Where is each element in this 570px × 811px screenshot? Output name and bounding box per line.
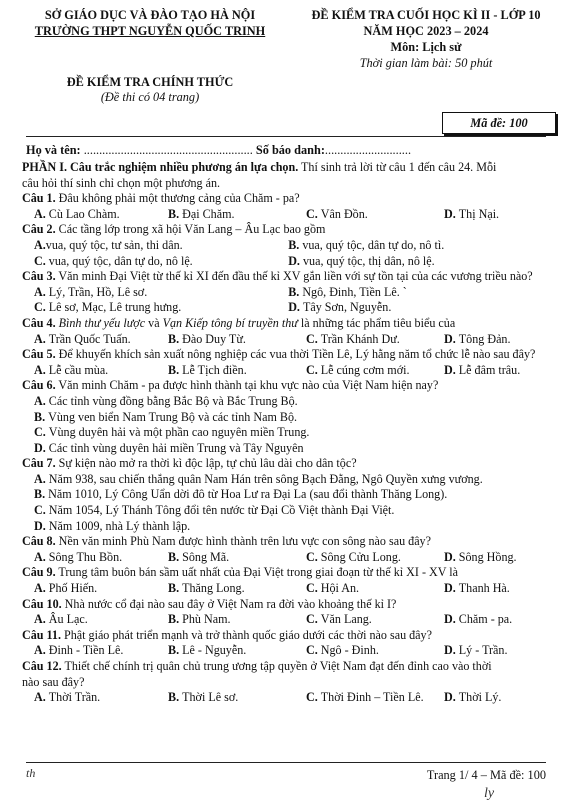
exam-title: ĐỀ KIỂM TRA CUỐI HỌC KÌ II - LỚP 10 <box>311 8 541 22</box>
option-a[interactable]: A. Phố Hiến. <box>34 581 98 596</box>
option-a[interactable]: A. Cù Lao Chàm. <box>34 206 120 221</box>
option-a[interactable]: A.vua, quý tộc, tư sản, thi dân. <box>34 237 183 252</box>
name-label: Họ và tên: <box>26 143 81 157</box>
option-a[interactable]: A. Thời Trần. <box>34 690 101 705</box>
option-a[interactable]: A. Các tỉnh vùng đồng bằng Bắc Bộ và Bắc Trung Bộ. <box>34 393 298 408</box>
book-title-1: Bình thư yếu lược <box>58 315 146 330</box>
divider-bottom <box>26 762 546 763</box>
official-label: ĐỀ KIỂM TRA CHÍNH THỨC <box>66 75 234 89</box>
school-name: TRƯỜNG THPT NGUYỄN QUỐC TRINH <box>34 24 266 38</box>
candidate-number-label: Số báo danh: <box>252 143 325 157</box>
option-d[interactable]: D. Thanh Hà. <box>444 581 510 596</box>
header-right <box>290 7 562 71</box>
option-a[interactable]: A. Lý, Trần, Hồ, Lê sơ. <box>34 284 148 299</box>
question-4-options <box>22 332 554 348</box>
option-b[interactable]: B. Lễ Tịch điền. <box>168 362 247 377</box>
question-6: Câu 6. Văn minh Chăm - pa được hình thành tại khu vực nào của Việt Nam hiện nay? <box>22 378 439 393</box>
school-year: NĂM HỌC 2023 – 2024 <box>363 24 489 38</box>
department-name: SỞ GIÁO DỤC VÀ ĐÀO TẠO HÀ NỘI <box>44 8 256 22</box>
option-d[interactable]: D. Tông Đản. <box>444 331 511 346</box>
option-a[interactable]: A. Sông Thu Bồn. <box>34 549 123 564</box>
header-left <box>10 7 290 39</box>
option-c[interactable]: C. Trần Khánh Dư. <box>306 331 400 346</box>
question-5-options <box>22 363 554 379</box>
option-c[interactable]: C. Lễ cúng cơm mới. <box>306 362 410 377</box>
question-10-options <box>22 612 554 628</box>
question-12-cont: nào sau đây? <box>22 674 85 689</box>
section-instruction: Thí sinh trả lời từ câu 1 đến câu 24. Mỗi <box>298 160 497 174</box>
signature-right: ly <box>484 786 495 801</box>
question-7: Câu 7. Sự kiện nào mở ra thời kì độc lập, tự chủ lâu dài cho dân tộc? <box>22 456 357 471</box>
question-body <box>22 160 554 706</box>
option-c[interactable]: C. Năm 1054, Lý Thánh Tông đổi tên nước từ Đại Cồ Việt thành Đại Việt. <box>34 503 395 518</box>
option-b[interactable]: B. Phù Nam. <box>168 612 231 627</box>
question-10: Câu 10. Nhà nước cổ đại nào sau đây ở Việt Nam ra đời vào khoảng thế kỉ I? <box>22 596 397 611</box>
page-count-note: (Đề thi có 04 trang) <box>100 90 200 104</box>
option-b[interactable]: B. Năm 1010, Lý Công Uẩn dời đô từ Hoa Lư ra Đại La (sau đổi thành Thăng Long). <box>34 487 448 502</box>
section-instruction-cont: câu hỏi thí sinh chỉ chọn một phương án. <box>22 175 221 190</box>
option-d[interactable]: D. Năm 1009, nhà Lý thành lập. <box>34 518 191 533</box>
option-c[interactable]: C. Vùng duyên hải và một phần cao nguyên miền Trung. <box>34 425 310 440</box>
question-11: Câu 11. Phật giáo phát triển mạnh và trở thành quốc giáo dưới các thời nào sau đây? <box>22 627 432 642</box>
option-d[interactable]: D. Sông Hồng. <box>444 549 517 564</box>
candidate-number-blank[interactable]: ........................... <box>324 143 408 157</box>
option-a[interactable]: A. Đinh - Tiền Lê. <box>34 643 124 658</box>
question-4: Câu 4. Bình thư yếu lược và Vạn Kiếp tông bí truyền thư là những tác phẩm tiêu biểu của <box>22 315 456 330</box>
question-1-options <box>22 207 554 223</box>
question-2: Câu 2. Các tầng lớp trong xã hội Văn Lang – Âu Lạc bao gồm <box>22 222 326 237</box>
question-5: Câu 5. Để khuyến khích sản xuất nông nghiệp các vua thời Tiền Lê, Lý hằng năm tổ chức lễ nào sau đây? <box>22 347 536 362</box>
question-3-options-row1 <box>22 285 554 301</box>
option-b[interactable]: B. Ngô, Đinh, Tiền Lê. ` <box>288 284 407 299</box>
option-c[interactable]: C. Văn Lang. <box>306 612 372 627</box>
question-8: Câu 8. Nền văn minh Phù Nam được hình thành trên lưu vực con sông nào sau đây? <box>22 534 431 549</box>
option-c[interactable]: C. Ngô - Đinh. <box>306 643 379 658</box>
student-info-line: Họ và tên: ....................................................... Số báo danh:............................ <box>26 143 412 157</box>
option-a[interactable]: A. Lễ cầu mùa. <box>34 362 109 377</box>
option-d[interactable]: D. vua, quý tộc, thị dân, nô lệ. <box>288 253 435 268</box>
section-header <box>22 160 554 176</box>
subject: Môn: Lịch sử <box>390 40 462 54</box>
option-b[interactable]: B. Vùng ven biển Nam Trung Bộ và các tỉnh Nam Bộ. <box>34 409 298 424</box>
question-8-options <box>22 550 554 566</box>
signature-left: th <box>26 766 36 780</box>
option-b[interactable]: B. Đào Duy Từ. <box>168 331 246 346</box>
question-9-options <box>22 581 554 597</box>
time-limit: Thời gian làm bài: 50 phút <box>359 56 493 70</box>
option-d[interactable]: D. Các tỉnh vùng duyên hải miền Trung và Tây Nguyên <box>34 440 304 455</box>
page-footer: Trang 1/ 4 – Mã đề: 100 <box>426 768 546 782</box>
option-d[interactable]: D. Tây Sơn, Nguyễn. <box>288 300 392 315</box>
option-a[interactable]: A. Âu Lạc. <box>34 612 88 627</box>
option-b[interactable]: B. Lê - Nguyễn. <box>168 643 247 658</box>
option-c[interactable]: C. Hội An. <box>306 581 360 596</box>
question-3: Câu 3. Văn minh Đại Việt từ thế kỉ XI đến đầu thế kỉ XV gắn liền với sự tồn tại của các vương triều nào? <box>22 269 533 284</box>
option-d[interactable]: D. Chăm - pa. <box>444 612 513 627</box>
option-d[interactable]: D. Lễ đâm trâu. <box>444 362 521 377</box>
section-title: PHẦN I. Câu trắc nghiệm nhiều phương án lựa chọn. <box>22 160 299 174</box>
option-b[interactable]: B. Thăng Long. <box>168 581 245 596</box>
book-title-2: Vạn Kiếp tông bí truyền thư <box>162 315 298 330</box>
divider-top <box>26 136 546 137</box>
question-2-options-row2 <box>22 254 554 270</box>
option-a[interactable]: A. Trần Quốc Tuấn. <box>34 331 131 346</box>
option-d[interactable]: D. Thời Lý. <box>444 690 502 705</box>
option-a[interactable]: A. Năm 938, sau chiến thắng quân Nam Hán trên sông Bạch Đằng, Ngô Quyền xưng vương. <box>34 471 483 486</box>
option-c[interactable]: C. vua, quý tộc, dân tự do, nô lệ. <box>34 253 193 268</box>
exam-code-box: Mã đề: 100 <box>442 112 556 134</box>
question-2-options-row1 <box>22 238 554 254</box>
option-b[interactable]: B. Sông Mã. <box>168 549 230 564</box>
option-b[interactable]: B. vua, quý tộc, dân tự do, nô tì. <box>288 237 445 252</box>
option-c[interactable]: C. Thời Đinh – Tiền Lê. <box>306 690 424 705</box>
option-b[interactable]: B. Thời Lê sơ. <box>168 690 239 705</box>
question-1: Câu 1. Đâu không phải một thương cảng của Chăm - pa? <box>22 191 300 206</box>
question-12: Câu 12. Thiết chế chính trị quân chủ trung ương tập quyền ở Việt Nam đạt đến đỉnh cao vào thời <box>22 659 492 673</box>
question-12-options <box>22 690 554 706</box>
question-9: Câu 9. Trung tâm buôn bán sầm uất nhất của Đại Việt trong giai đoạn từ thế kỉ XI - XV là <box>22 565 459 580</box>
option-c[interactable]: C. Vân Đồn. <box>306 206 368 221</box>
question-3-options-row2 <box>22 300 554 316</box>
option-d[interactable]: D. Lý - Trần. <box>444 643 508 658</box>
question-11-options <box>22 643 554 659</box>
option-c[interactable]: C. Sông Cửu Long. <box>306 549 401 564</box>
option-b[interactable]: B. Đại Chăm. <box>168 206 235 221</box>
option-c[interactable]: C. Lê sơ, Mạc, Lê trung hưng. <box>34 300 182 315</box>
option-d[interactable]: D. Thị Nại. <box>444 206 500 221</box>
name-blank[interactable]: ....................................................... <box>80 143 253 157</box>
